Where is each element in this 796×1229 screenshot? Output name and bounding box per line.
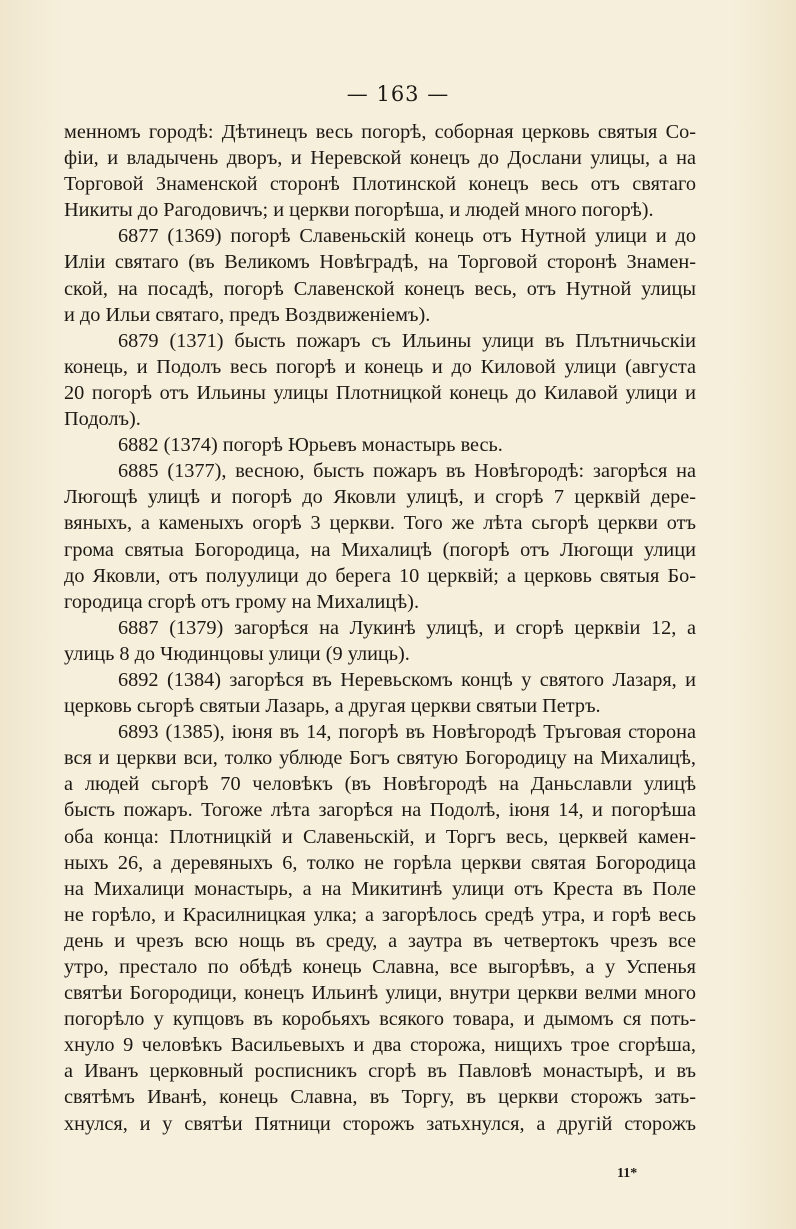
text-line: хнулся, и у святѣи Пятници сторожъ затьхнулся, а другiй сторожъ	[64, 1112, 696, 1135]
text-line: оба конца: Плотницкiй и Славеньскiй, и Торгъ весь, церквей камен-	[64, 825, 696, 848]
page-number: — 163 —	[346, 82, 450, 106]
text-line: 6877 (1369) погорѣ Славеньскiй конець отъ Нутной улици и до	[118, 225, 696, 248]
text-line: утро, престало по обѣдѣ конець Славна, все выгорѣвъ, а у Успенья	[64, 956, 696, 978]
text-line: 6885 (1377), весною, бысть пожаръ въ Новѣгородѣ: загорѣся на	[118, 460, 696, 483]
text-line: а людей сьгорѣ 70 человѣкъ (въ Новѣгородѣ на Даньславли улицѣ	[64, 773, 696, 796]
text-line: бысть пожаръ. Тогоже лѣта загорѣся на Подолѣ, iюня 14, и погорѣша	[64, 799, 696, 822]
text-line: фiи, и владычень дворъ, и Неревской конецъ до Дослани улицы, а на	[64, 147, 696, 170]
text-line: ныхъ 26, а деревяныхъ 6, толко не горѣла церкви святая Богородица	[64, 851, 696, 874]
text-line: 6887 (1379) загорѣся на Лукинѣ улицѣ, и сгорѣ церквiи 12, а	[118, 616, 696, 639]
text-line: 20 погорѣ отъ Ильины улицы Плотницкой конець до Килавой улици и	[64, 381, 696, 404]
text-line: до Яковли, отъ полуулици до берега 10 церквiй; а церковь святыя Бо-	[64, 564, 696, 587]
text-line: 6879 (1371) бысть пожаръ съ Ильины улици въ Плътничьскiи	[118, 329, 696, 352]
text-line: городица сгорѣ отъ грому на Михалицѣ).	[64, 590, 420, 613]
text-line: вяныхъ, а каменыхъ огорѣ 3 церкви. Того же лѣта сьгорѣ церкви отъ	[64, 512, 696, 535]
text-line: день и чрезъ всю нощь въ среду, а заутра въ четвертокъ чрезъ все	[64, 929, 696, 952]
text-line: 6893 (1385), iюня въ 14, погорѣ въ Новѣгородѣ Тръговая сторона	[118, 721, 696, 744]
text-line: святѣи Богородици, конецъ Ильинѣ улици, внутри церкви велми много	[64, 982, 696, 1005]
text-line: не горѣло, и Красилницкая улка; а загорѣлось средѣ утра, и горѣ весь	[64, 903, 696, 926]
text-line: Торговой Знаменской сторонѣ Плотинской конецъ весь отъ святаго	[64, 173, 696, 196]
text-line: Никиты до Рагодовичъ; и церкви погорѣша, и людей много погорѣ).	[64, 199, 654, 222]
text-line: 6882 (1374) погорѣ Юрьевъ монастырь весь.	[118, 434, 503, 457]
text-line: а Иванъ церковный росписникъ сгорѣ въ Павловѣ монастырѣ, и въ	[64, 1060, 696, 1083]
text-line: церковь сьгорѣ святыи Лазарь, а другая церкви святыи Петръ.	[64, 695, 601, 718]
text-line: улиць 8 до Чюдинцовы улици (9 улиць).	[64, 642, 410, 665]
text-line: на Михалици монастырь, а на Микитинѣ улици отъ Креста въ Поле	[64, 877, 696, 900]
body-text	[64, 119, 696, 1137]
text-line: грома святыа Богородица, на Михалицѣ (погорѣ отъ Люгощи улици	[64, 538, 696, 561]
text-line: ской, на посадѣ, погорѣ Славенской конецъ весь, отъ Нутной улицы	[64, 277, 696, 300]
text-line: 6892 (1384) загорѣся въ Неревьскомъ концѣ у святого Лазаря, и	[118, 668, 696, 691]
text-line: Илiи святаго (въ Великомъ Новѣградѣ, на Торговой сторонѣ Знамен-	[64, 251, 696, 274]
text-line: Подолъ).	[64, 408, 141, 431]
text-line: хнуло 9 человѣкъ Васильевыхъ и два сторожа, нищихъ трое сгорѣша,	[64, 1034, 696, 1057]
signature-mark: 11*	[617, 1166, 638, 1181]
text-line: погорѣло у купцовъ въ коробьяхъ всякого товара, и дымомъ ся поть-	[64, 1008, 696, 1031]
text-line: конець, и Подолъ весь погорѣ и конець и до Киловой улици (августа	[64, 355, 696, 378]
text-line: святѣмъ Иванѣ, конець Славна, въ Торгу, въ церкви сторожъ зать-	[64, 1086, 696, 1109]
text-line: вся и церкви вси, толко ублюде Богъ святую Богородицу на Михалицѣ,	[64, 747, 696, 770]
text-line: и до Ильи святаго, предъ Воздвиженiемъ).	[64, 303, 431, 326]
text-line: Люгощѣ улицѣ и погорѣ до Яковли улицѣ, и сгорѣ 7 церквiй дере-	[64, 486, 696, 509]
text-line: менномъ городѣ: Дѣтинецъ весь погорѣ, соборная церковь святыя Со-	[64, 121, 696, 143]
